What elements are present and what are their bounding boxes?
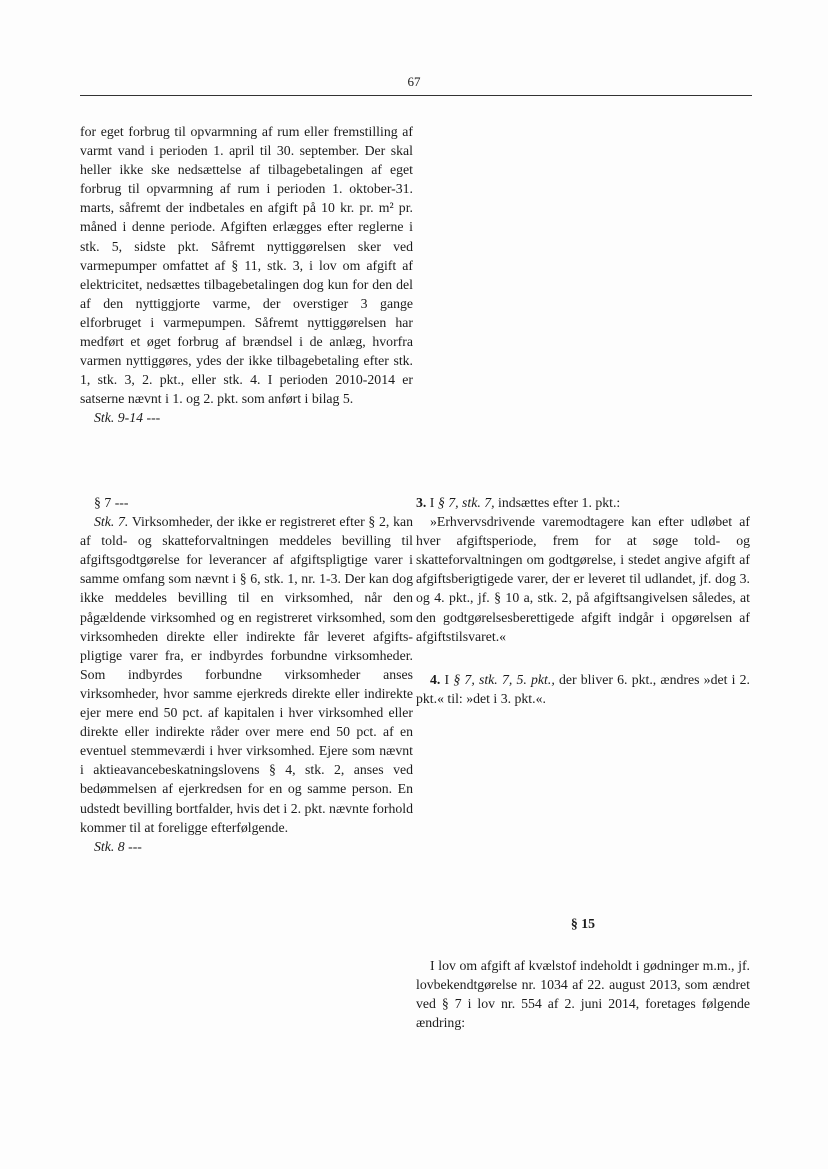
item-4-ref: § 7, stk. 7, 5. pkt., xyxy=(453,672,555,687)
item-3-intro: 3. I § 7, stk. 7, indsættes efter 1. pkt.: xyxy=(416,495,621,510)
stk-7-paragraph xyxy=(80,512,413,837)
item-3-quote: »Erhvervsdrivende varemodtagere kan efter udløbet af hver afgiftsperiode, frem for at søge told- og skatteforvaltningen om godtgørelse, i stedet angive afgift af afgiftsberigtigede varer, der er leveret til udlandet, jf. dog 3. og 4. pkt., jf. § 10 a, stk. 2, på afgiftsangivelsen således, at den godtgørelsesberettigede afgift indgår i opgørelsen af afgiftstilsvaret.« xyxy=(416,514,750,644)
item-3-ref: § 7, stk. 7, xyxy=(437,495,495,510)
page-number: 67 xyxy=(407,74,421,89)
stk-7-label: Stk. 7. xyxy=(94,514,129,530)
item-4-number: 4. xyxy=(430,672,441,687)
left-section-7 xyxy=(80,493,413,856)
paragraph-7-heading: § 7 --- xyxy=(94,495,129,510)
stk-7-text: Virksomheder, der ikke er registreret efter § 2, kan af told- og skatteforvaltningen meddeles bevilling til afgiftsgodtgørelse for leverancer af afgiftspligtige varer i samme omfang som nævnt i § 6, stk. 1, nr. 1-3. Der kan dog ikke meddeles bevilling til en virksomhed, når den pågældende virksomhed og en registreret virksomhed, som virksomheden direkte eller indirekte får leveret afgiftspligtige varer fra, er indbyrdes forbundne virksomheder. Som indbyrdes forbundne virksomheder anses virksomheder, hvor samme ejerkreds direkte eller indirekte ejer mere end 50 pct. af kapitalen i hver virksomhed eller direkte eller indirekte råder over mere end 50 pct. af en eventuel stemmeværdi i hver virksomhed. Ejere som nævnt i aktieavancebeskatningslovens § 4, stk. 2, anses ved bedømmelsen af ejerkredsen for en og samme person. En udstedt bevilling bortfalder, hvis det i 2. pkt. nævnte forhold kommer til at foreligge efterfølgende. xyxy=(80,514,413,835)
header-rule xyxy=(80,95,752,96)
item-3-number: 3. xyxy=(416,495,427,510)
amendment-item-4 xyxy=(416,670,750,708)
stk-8: Stk. 8 --- xyxy=(94,838,142,854)
amendment-item-3 xyxy=(416,493,750,646)
left-continuation xyxy=(80,122,413,428)
section-15-intro: I lov om afgift af kvælstof indeholdt i gødninger m.m., jf. lovbekendtgørelse nr. 1034 af 22. august 2013, som ændret ved § 7 i lov nr. 554 af 2. juni 2014, foretages følgende ændring: xyxy=(416,958,750,1031)
stk-9-14: Stk. 9-14 --- xyxy=(94,410,161,426)
section-15-body xyxy=(416,956,750,1032)
section-15-heading: § 15 xyxy=(570,916,596,931)
section-15 xyxy=(416,914,750,933)
item-4-text: 4. I § 7, stk. 7, 5. pkt., der bliver 6. pkt., ændres »det i 2. pkt.« til: »det i 3. pkt.«. xyxy=(416,672,751,707)
paragraph-continuation: for eget forbrug til opvarmning af rum eller fremstilling af varmt vand i perioden 1. april til 30. september. Der skal heller ikke ske nedsættelse af tilbagebetalingen af eget forbrug til opvarmning af rum i perioden 1. oktober-31. marts, såfremt der indbetales en afgift på 10 kr. pr. m² pr. måned i denne periode. Afgiften erlægges efter reglerne i stk. 5, sidste pkt. Såfremt nyttiggørelsen sker ved varmepumper omfattet af § 11, stk. 3, i lov om afgift af elektricitet, nedsættes tilbagebetalingen dog kun for den del af den nyttiggjorte varme, der overstiger 3 gange elforbruget i varmepumpen. Såfremt nyttiggørelsen har medført et øget forbrug af brændsel i de anlæg, hvorfra varmen nyttiggøres, ydes der ikke tilbagebetaling efter stk. 1, stk. 3, 2. pkt., eller stk. 4. I perioden 2010-2014 er satserne nævnt i 1. og 2. pkt. som anført i bilag 5. xyxy=(80,124,413,407)
